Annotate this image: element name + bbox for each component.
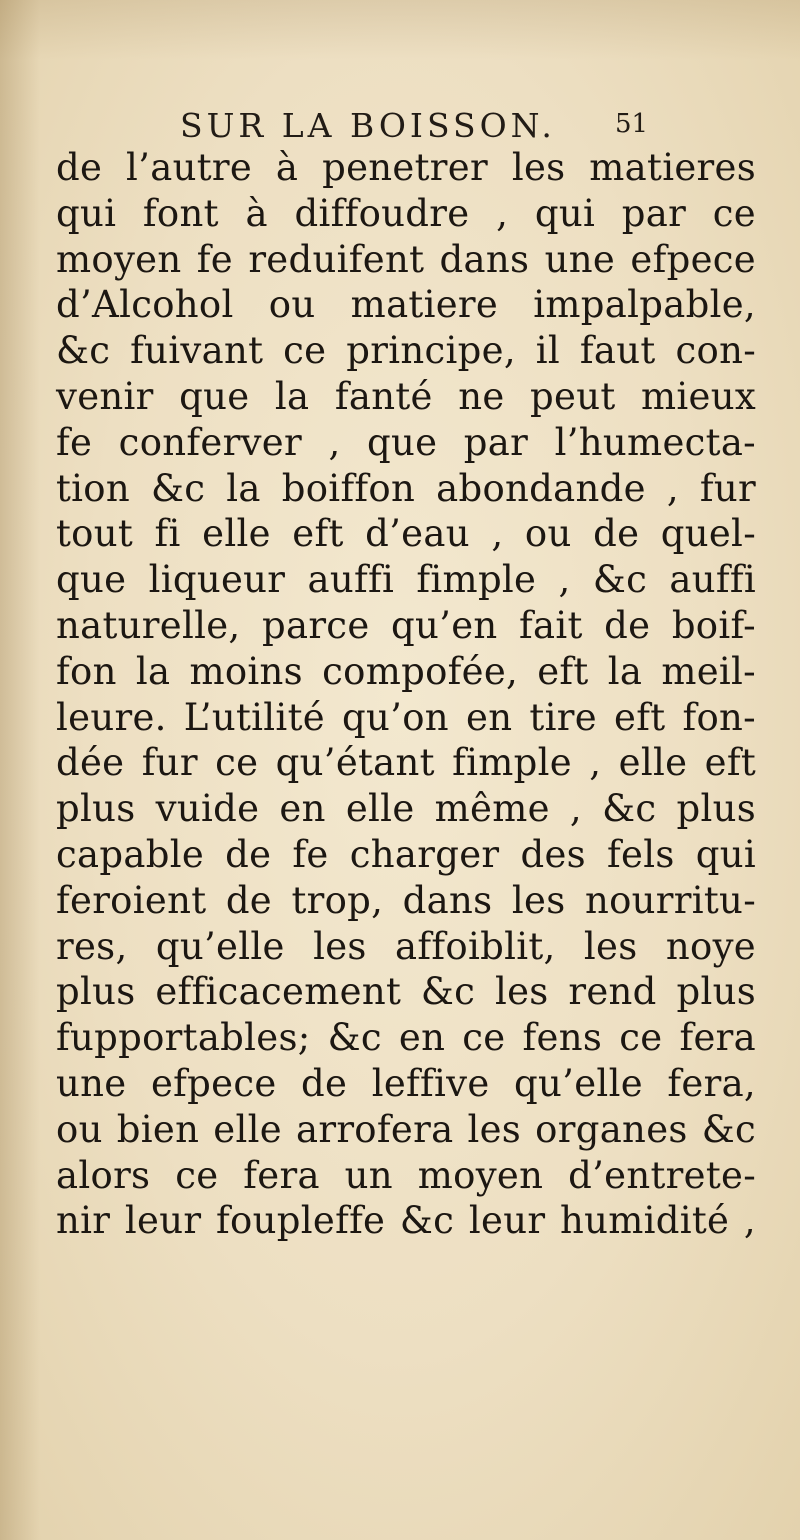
- text-line: res, qu’elle les affoiblit, les noye: [56, 924, 756, 968]
- text-line: d’Alcohol ou matiere impalpable,: [56, 283, 756, 327]
- text-line: qui font à diffoudre , qui par ce: [56, 191, 756, 235]
- text-line: nir leur foupleffe &c leur humidité ,: [56, 1199, 756, 1243]
- text-line: alors ce fera un moyen d’entrete-: [56, 1153, 756, 1197]
- text-line: dée fur ce qu’étant fimple , elle eft: [56, 741, 756, 785]
- text-line: fupportables; &c en ce fens ce fera: [56, 1016, 756, 1060]
- text-line: une efpece de leffive qu’elle fera,: [56, 1061, 756, 1105]
- text-line: de l’autre à penetrer les matieres: [56, 146, 756, 189]
- text-line: plus vuide en elle même , &c plus: [56, 787, 756, 831]
- body-text: [56, 145, 756, 1244]
- text-line: tout fi elle eft d’eau , ou de quel-: [56, 512, 756, 556]
- running-head-title: SUR LA BOISSON.: [180, 106, 556, 145]
- text-line: &c fuivant ce principe, il faut con-: [56, 329, 756, 373]
- page-number: 51: [615, 109, 649, 139]
- text-line: fon la moins compofée, eft la meil-: [56, 649, 756, 693]
- text-line: leure. L’utilité qu’on en tire eft fon-: [56, 695, 756, 739]
- text-line: venir que la fanté ne peut mieux: [56, 374, 756, 418]
- text-line: que liqueur auffi fimple , &c auffi: [56, 558, 756, 602]
- running-head: [180, 104, 700, 148]
- text-line: feroient de trop, dans les nourritu-: [56, 878, 756, 922]
- text-line: capable de fe charger des fels qui: [56, 832, 756, 876]
- text-line: tion &c la boiffon abondande , fur: [56, 466, 756, 510]
- text-line: moyen fe reduifent dans une efpece: [56, 237, 756, 281]
- text-line: plus efficacement &c les rend plus: [56, 970, 756, 1014]
- text-line: naturelle, parce qu’en fait de boif-: [56, 603, 756, 647]
- text-line: ou bien elle arrofera les organes &c: [56, 1107, 756, 1151]
- text-line: fe conferver , que par l’humecta-: [56, 420, 756, 464]
